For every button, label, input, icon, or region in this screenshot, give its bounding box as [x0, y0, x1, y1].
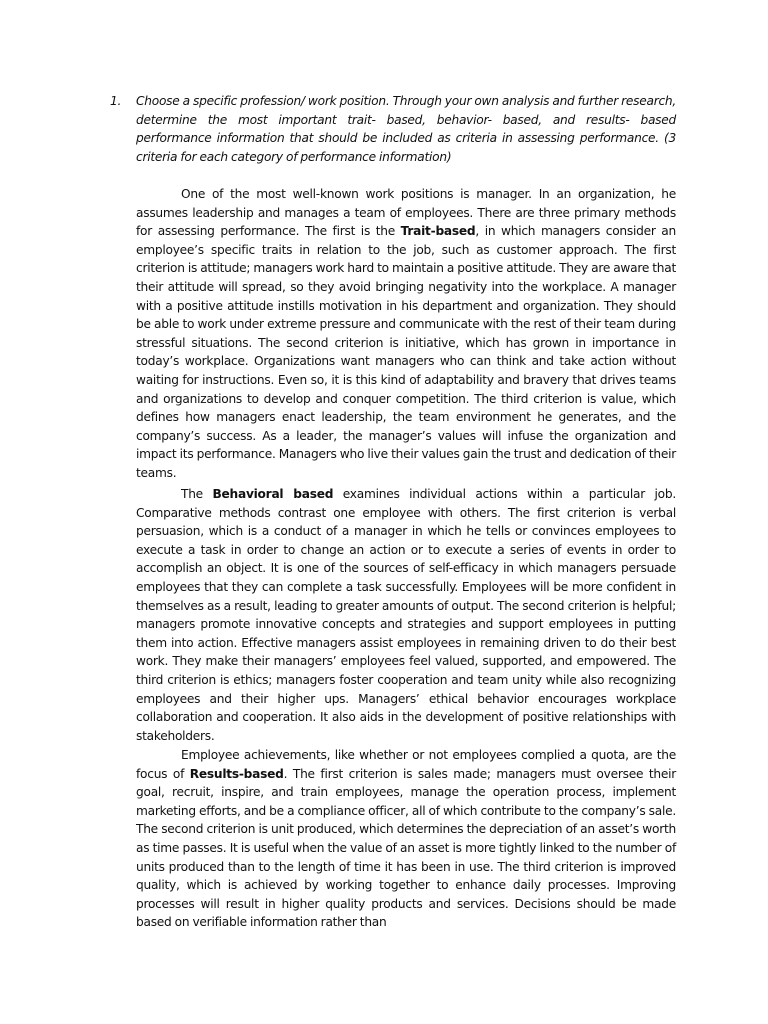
paragraph-behavioral-based: [136, 485, 676, 745]
question-text: Choose a specific profession/ work position. Through your own analysis and further research, determine the most important trait- based, behavior- based, and results- based performance information that should be included as criteria in assessing performance. (3 criteria for each category of performance information): [136, 94, 676, 164]
question-item: [110, 92, 676, 166]
paragraph-text: The: [181, 487, 213, 501]
bold-term-results-based: Results-based: [189, 766, 284, 781]
bold-term-behavioral-based: Behavioral based: [212, 487, 334, 501]
paragraph-text: . The first criterion is sales made; managers must oversee their goal, recruit, inspire, and train employees, manage the operation process, implement marketing efforts, and be a compliance officer, all of which contribute to the company’s sale. The second criterion is unit produced, which determines the depreciation of an asset’s worth as time passes. It is useful when the value of an asset is more tightly linked to the number of units produced than to the length of time it has been in use. The third criterion is improved quality, which is achieved by working together to enhance daily processes. Improving processes will result in higher quality products and services. Decisions should be made based on verifiable information rather than: [136, 766, 676, 930]
bold-term-trait-based: Trait-based: [400, 224, 476, 239]
paragraph-text: One of the most well-known work positions is manager. In an organization, he assumes leadership and manages a team of employees. There are three primary methods for assessing performance. The first is the: [136, 187, 676, 239]
paragraph-trait-based: [136, 185, 676, 483]
paragraph-text: examines individual actions within a particular job. Comparative methods contrast one employee with others. The first criterion is verbal persuasion, which is a conduct of a manager in which he tells or convinces employees to execute a task in order to change an action or to execute a series of events in order to accomplish an object. It is one of the sources of self-efficacy in which managers persuade employees that they can complete a task successfully. Employees will be more confident in themselves as a result, leading to greater amounts of output. The second criterion is helpful; managers promote innovative concepts and strategies and support employees in putting them into action. Effective managers assist employees in remaining driven to do their best work. They make their managers’ employees feel valued, supported, and empowered. The third criterion is ethics; managers foster cooperation and team unity while also recognizing employees and their higher ups. Managers’ ethical behavior encourages workplace collaboration and cooperation. It also aids in the development of positive relationships with stakeholders.: [136, 487, 676, 743]
question-number: 1.: [110, 94, 122, 108]
paragraph-text: , in which managers consider an employee’s specific traits in relation to the job, such as customer approach. The first criterion is attitude; managers work hard to maintain a positive attitude. They are aware that their attitude will spread, so they avoid bringing negativity into the workplace. A manager with a positive attitude instills motivation in his department and organization. They should be able to work under extreme pressure and communicate with the rest of their team during stressful situations. The second criterion is initiative, which has grown in importance in today’s workplace. Organizations want managers who can think and take action without waiting for instructions. Even so, it is this kind of adaptability and bravery that drives teams and organizations to develop and conquer competition. The third criterion is value, which defines how managers enact leadership, the team environment he generates, and the company’s success. As a leader, the manager’s values will infuse the organization and impact its performance. Managers who live their values gain the trust and dedication of their teams.: [136, 224, 676, 480]
paragraph-text: Employee achievements, like whether or not employees complied a quota, are the focus of: [136, 748, 676, 781]
paragraph-results-based: [136, 746, 676, 932]
